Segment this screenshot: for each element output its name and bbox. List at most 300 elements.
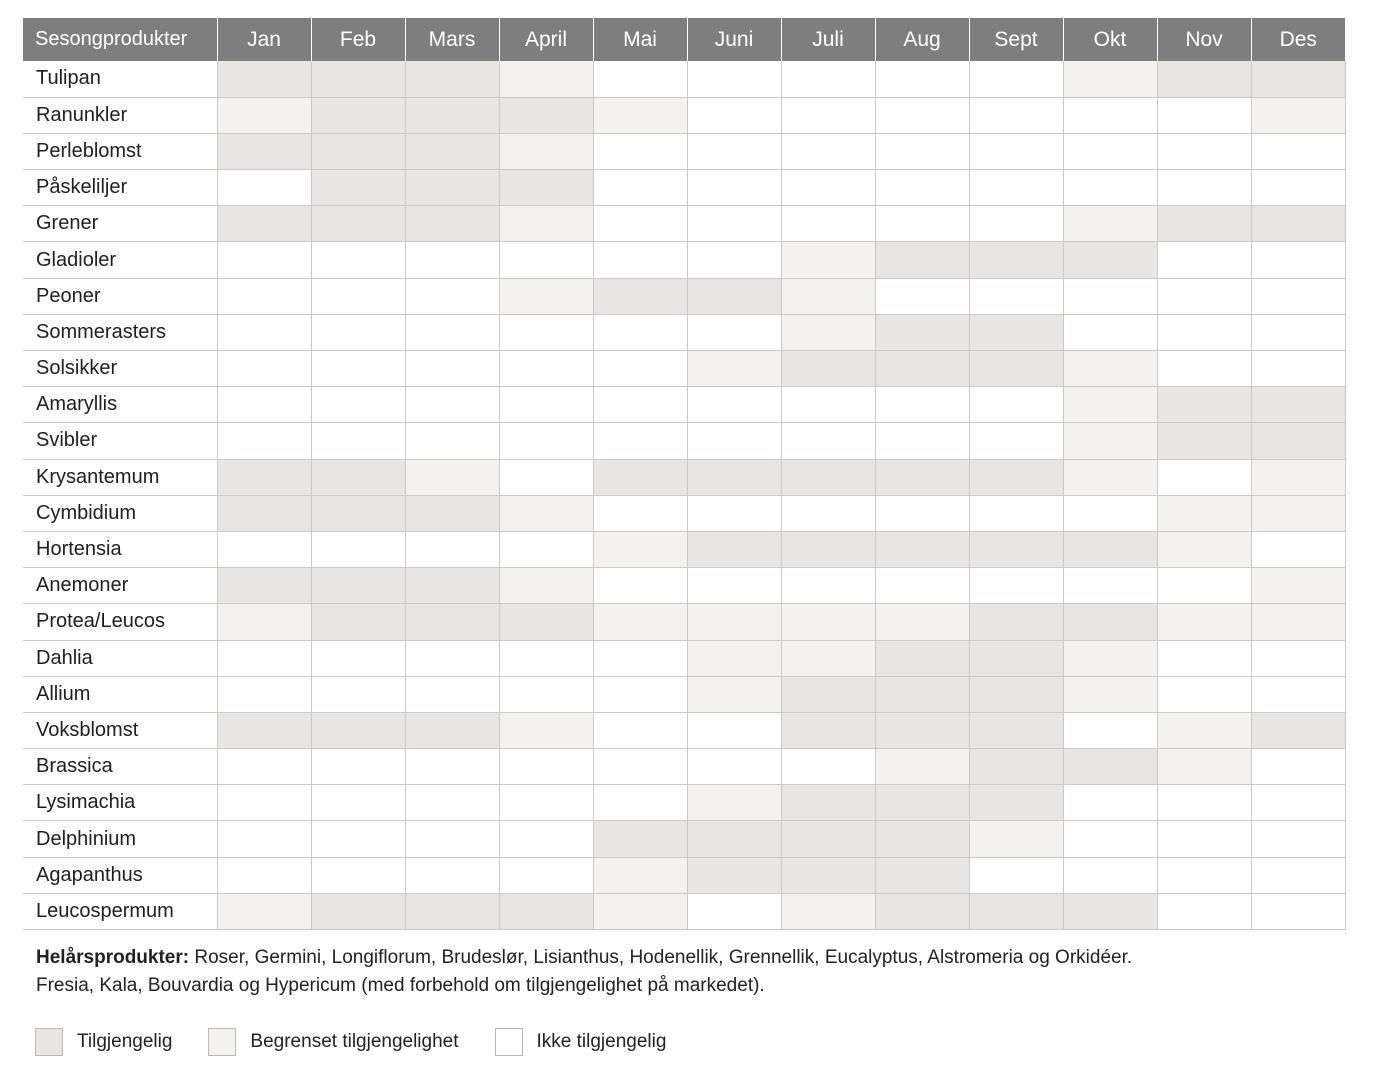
availability-cell <box>217 133 311 169</box>
availability-cell <box>1157 785 1251 821</box>
availability-cell <box>593 857 687 893</box>
availability-cell <box>405 387 499 423</box>
availability-cell <box>969 314 1063 350</box>
product-name: Hortensia <box>23 531 217 567</box>
legend-label-available: Tilgjengelig <box>77 1031 173 1052</box>
availability-cell <box>1157 206 1251 242</box>
availability-cell <box>687 821 781 857</box>
availability-cell <box>687 170 781 206</box>
availability-cell <box>593 568 687 604</box>
table-row <box>23 133 1345 169</box>
availability-cell <box>499 821 593 857</box>
availability-cell <box>1063 568 1157 604</box>
availability-cell <box>969 640 1063 676</box>
availability-cell <box>311 423 405 459</box>
availability-cell <box>499 133 593 169</box>
availability-cell <box>1157 459 1251 495</box>
availability-cell <box>875 604 969 640</box>
availability-cell <box>1157 61 1251 97</box>
availability-cell <box>217 459 311 495</box>
availability-cell <box>217 857 311 893</box>
availability-cell <box>781 314 875 350</box>
availability-cell <box>969 242 1063 278</box>
availability-cell <box>1157 857 1251 893</box>
availability-cell <box>1063 387 1157 423</box>
availability-cell <box>217 387 311 423</box>
availability-cell <box>593 821 687 857</box>
availability-cell <box>311 749 405 785</box>
product-name: Cymbidium <box>23 495 217 531</box>
table-row <box>23 351 1345 387</box>
availability-cell <box>593 206 687 242</box>
availability-cell <box>1251 531 1345 567</box>
availability-cell <box>593 314 687 350</box>
availability-cell <box>969 857 1063 893</box>
availability-cell <box>593 604 687 640</box>
availability-cell <box>311 857 405 893</box>
availability-cell <box>687 206 781 242</box>
availability-cell <box>781 712 875 748</box>
availability-cell <box>405 242 499 278</box>
product-name: Tulipan <box>23 61 217 97</box>
availability-cell <box>1157 170 1251 206</box>
availability-cell <box>687 242 781 278</box>
availability-cell <box>1157 640 1251 676</box>
availability-cell <box>593 170 687 206</box>
availability-cell <box>311 314 405 350</box>
availability-cell <box>875 206 969 242</box>
availability-cell <box>311 531 405 567</box>
availability-cell <box>1251 857 1345 893</box>
availability-cell <box>875 568 969 604</box>
legend-label-limited: Begrenset tilgjengelighet <box>250 1031 459 1052</box>
product-name: Amaryllis <box>23 387 217 423</box>
availability-cell <box>875 278 969 314</box>
availability-cell <box>311 170 405 206</box>
availability-cell <box>1063 133 1157 169</box>
availability-cell <box>969 423 1063 459</box>
product-name: Agapanthus <box>23 857 217 893</box>
availability-cell <box>593 278 687 314</box>
product-name: Ranunkler <box>23 97 217 133</box>
availability-cell <box>499 459 593 495</box>
availability-cell <box>781 387 875 423</box>
legend <box>35 1028 702 1056</box>
availability-cell <box>875 133 969 169</box>
availability-cell <box>405 712 499 748</box>
availability-cell <box>1063 749 1157 785</box>
availability-cell <box>969 495 1063 531</box>
availability-cell <box>593 351 687 387</box>
availability-cell <box>217 568 311 604</box>
availability-cell <box>1157 749 1251 785</box>
availability-cell <box>1063 893 1157 929</box>
availability-cell <box>875 785 969 821</box>
month-header: Juni <box>687 18 781 61</box>
year-round-text-2: Fresia, Kala, Bouvardia og Hypericum (med forbehold om tilgjengelighet på markedet). <box>36 975 765 996</box>
availability-cell <box>1157 821 1251 857</box>
product-name: Krysantemum <box>23 459 217 495</box>
year-round-note <box>36 944 1132 1000</box>
availability-cell <box>1063 640 1157 676</box>
table-row <box>23 170 1345 206</box>
season-availability-table <box>23 18 1346 930</box>
availability-cell <box>1063 604 1157 640</box>
availability-cell <box>405 821 499 857</box>
product-name: Perleblomst <box>23 133 217 169</box>
availability-cell <box>1251 676 1345 712</box>
availability-cell <box>405 278 499 314</box>
availability-cell <box>217 785 311 821</box>
availability-cell <box>1063 206 1157 242</box>
availability-cell <box>781 604 875 640</box>
availability-cell <box>499 857 593 893</box>
availability-cell <box>687 857 781 893</box>
availability-cell <box>405 893 499 929</box>
availability-cell <box>969 604 1063 640</box>
availability-cell <box>687 387 781 423</box>
availability-cell <box>1251 893 1345 929</box>
availability-cell <box>1251 785 1345 821</box>
availability-cell <box>687 97 781 133</box>
availability-cell <box>1251 170 1345 206</box>
availability-cell <box>1063 459 1157 495</box>
month-header: Aug <box>875 18 969 61</box>
availability-cell <box>875 351 969 387</box>
availability-cell <box>1251 206 1345 242</box>
table-row <box>23 242 1345 278</box>
availability-cell <box>875 893 969 929</box>
availability-cell <box>499 314 593 350</box>
table-row <box>23 893 1345 929</box>
availability-cell <box>875 857 969 893</box>
availability-cell <box>969 387 1063 423</box>
availability-cell <box>875 712 969 748</box>
availability-cell <box>969 749 1063 785</box>
availability-cell <box>781 495 875 531</box>
product-name: Allium <box>23 676 217 712</box>
availability-cell <box>499 712 593 748</box>
availability-cell <box>1063 423 1157 459</box>
availability-cell <box>687 531 781 567</box>
availability-cell <box>875 676 969 712</box>
availability-cell <box>1251 568 1345 604</box>
month-header: Des <box>1251 18 1345 61</box>
availability-cell <box>687 314 781 350</box>
availability-cell <box>969 893 1063 929</box>
month-header: April <box>499 18 593 61</box>
availability-cell <box>1157 387 1251 423</box>
table-row <box>23 749 1345 785</box>
availability-cell <box>217 640 311 676</box>
availability-cell <box>687 459 781 495</box>
availability-cell <box>1063 531 1157 567</box>
availability-cell <box>311 568 405 604</box>
availability-cell <box>499 531 593 567</box>
availability-cell <box>217 676 311 712</box>
availability-cell <box>1063 821 1157 857</box>
legend-item-available <box>35 1028 172 1056</box>
availability-cell <box>875 459 969 495</box>
availability-cell <box>311 785 405 821</box>
availability-cell <box>1251 459 1345 495</box>
availability-cell <box>1157 351 1251 387</box>
header-product-label: Sesongprodukter <box>23 18 217 61</box>
availability-cell <box>781 857 875 893</box>
availability-cell <box>1063 278 1157 314</box>
availability-cell <box>217 495 311 531</box>
availability-cell <box>1063 857 1157 893</box>
availability-cell <box>969 531 1063 567</box>
availability-cell <box>875 531 969 567</box>
availability-cell <box>593 133 687 169</box>
availability-cell <box>217 314 311 350</box>
availability-cell <box>217 604 311 640</box>
availability-cell <box>781 61 875 97</box>
availability-cell <box>499 278 593 314</box>
table-row <box>23 640 1345 676</box>
availability-cell <box>311 61 405 97</box>
table-row <box>23 387 1345 423</box>
availability-cell <box>687 351 781 387</box>
availability-cell <box>781 206 875 242</box>
availability-cell <box>875 495 969 531</box>
availability-cell <box>687 893 781 929</box>
availability-cell <box>687 785 781 821</box>
availability-cell <box>1157 604 1251 640</box>
availability-cell <box>499 61 593 97</box>
availability-cell <box>969 785 1063 821</box>
product-name: Dahlia <box>23 640 217 676</box>
availability-cell <box>593 531 687 567</box>
availability-cell <box>593 242 687 278</box>
availability-cell <box>217 893 311 929</box>
availability-cell <box>311 242 405 278</box>
month-header: Feb <box>311 18 405 61</box>
legend-label-unavailable: Ikke tilgjengelig <box>536 1031 667 1052</box>
availability-cell <box>1251 640 1345 676</box>
table-row <box>23 314 1345 350</box>
availability-cell <box>405 604 499 640</box>
month-header: Okt <box>1063 18 1157 61</box>
availability-cell <box>217 170 311 206</box>
availability-cell <box>781 640 875 676</box>
availability-cell <box>1251 133 1345 169</box>
availability-cell <box>593 423 687 459</box>
availability-cell <box>1251 242 1345 278</box>
availability-cell <box>687 133 781 169</box>
availability-cell <box>405 749 499 785</box>
availability-cell <box>593 387 687 423</box>
availability-cell <box>1063 785 1157 821</box>
availability-cell <box>593 676 687 712</box>
availability-cell <box>311 821 405 857</box>
month-header: Nov <box>1157 18 1251 61</box>
availability-cell <box>781 459 875 495</box>
availability-cell <box>781 821 875 857</box>
availability-cell <box>499 676 593 712</box>
availability-cell <box>687 61 781 97</box>
availability-cell <box>593 893 687 929</box>
availability-cell <box>405 676 499 712</box>
availability-cell <box>1063 170 1157 206</box>
availability-cell <box>969 206 1063 242</box>
availability-cell <box>1063 97 1157 133</box>
availability-cell <box>1251 604 1345 640</box>
availability-cell <box>217 97 311 133</box>
product-name: Delphinium <box>23 821 217 857</box>
product-name: Peoner <box>23 278 217 314</box>
legend-swatch-available <box>35 1028 63 1056</box>
table-row <box>23 568 1345 604</box>
availability-cell <box>781 278 875 314</box>
availability-cell <box>969 351 1063 387</box>
availability-cell <box>593 97 687 133</box>
availability-cell <box>1157 531 1251 567</box>
availability-cell <box>1157 568 1251 604</box>
availability-cell <box>781 893 875 929</box>
availability-cell <box>875 170 969 206</box>
availability-cell <box>499 387 593 423</box>
availability-cell <box>1251 423 1345 459</box>
availability-cell <box>687 712 781 748</box>
availability-cell <box>969 61 1063 97</box>
availability-cell <box>405 206 499 242</box>
availability-cell <box>687 568 781 604</box>
availability-cell <box>781 170 875 206</box>
availability-cell <box>405 61 499 97</box>
availability-cell <box>1251 97 1345 133</box>
availability-cell <box>593 749 687 785</box>
availability-cell <box>217 423 311 459</box>
availability-cell <box>1063 495 1157 531</box>
availability-cell <box>687 676 781 712</box>
availability-cell <box>499 640 593 676</box>
availability-cell <box>1157 314 1251 350</box>
legend-item-unavailable <box>495 1028 667 1056</box>
product-name: Voksblomst <box>23 712 217 748</box>
availability-cell <box>969 278 1063 314</box>
legend-item-limited <box>208 1028 458 1056</box>
availability-cell <box>311 712 405 748</box>
availability-cell <box>875 242 969 278</box>
availability-cell <box>1251 278 1345 314</box>
availability-cell <box>687 640 781 676</box>
availability-cell <box>875 314 969 350</box>
availability-cell <box>687 423 781 459</box>
availability-cell <box>217 61 311 97</box>
month-header: Mars <box>405 18 499 61</box>
product-name: Svibler <box>23 423 217 459</box>
legend-swatch-limited <box>208 1028 236 1056</box>
availability-cell <box>405 351 499 387</box>
availability-cell <box>311 604 405 640</box>
availability-cell <box>311 97 405 133</box>
product-name: Gladioler <box>23 242 217 278</box>
availability-cell <box>875 640 969 676</box>
table-row <box>23 821 1345 857</box>
month-header: Sept <box>969 18 1063 61</box>
availability-cell <box>405 785 499 821</box>
availability-cell <box>781 531 875 567</box>
table-row <box>23 604 1345 640</box>
availability-cell <box>1157 97 1251 133</box>
table-body <box>23 61 1345 930</box>
availability-cell <box>1251 749 1345 785</box>
availability-cell <box>217 712 311 748</box>
availability-cell <box>1251 712 1345 748</box>
availability-cell <box>1251 351 1345 387</box>
availability-cell <box>217 821 311 857</box>
availability-cell <box>311 640 405 676</box>
availability-cell <box>499 242 593 278</box>
table-row <box>23 676 1345 712</box>
availability-cell <box>781 351 875 387</box>
availability-cell <box>969 712 1063 748</box>
availability-cell <box>405 314 499 350</box>
availability-cell <box>405 170 499 206</box>
availability-cell <box>1063 351 1157 387</box>
availability-cell <box>1157 278 1251 314</box>
availability-cell <box>311 206 405 242</box>
availability-cell <box>875 61 969 97</box>
availability-cell <box>499 495 593 531</box>
availability-cell <box>1251 387 1345 423</box>
availability-cell <box>781 785 875 821</box>
product-name: Grener <box>23 206 217 242</box>
availability-cell <box>311 351 405 387</box>
availability-cell <box>217 749 311 785</box>
availability-cell <box>1251 314 1345 350</box>
availability-cell <box>781 242 875 278</box>
availability-cell <box>217 351 311 387</box>
availability-cell <box>875 821 969 857</box>
availability-cell <box>311 133 405 169</box>
availability-cell <box>405 857 499 893</box>
availability-cell <box>405 97 499 133</box>
availability-cell <box>1251 495 1345 531</box>
product-name: Solsikker <box>23 351 217 387</box>
availability-cell <box>1063 712 1157 748</box>
availability-cell <box>1063 242 1157 278</box>
availability-cell <box>499 604 593 640</box>
table-row <box>23 712 1345 748</box>
availability-cell <box>969 821 1063 857</box>
availability-cell <box>687 278 781 314</box>
availability-cell <box>311 459 405 495</box>
availability-cell <box>781 423 875 459</box>
availability-cell <box>593 61 687 97</box>
availability-cell <box>1063 61 1157 97</box>
availability-cell <box>1251 61 1345 97</box>
availability-cell <box>405 568 499 604</box>
availability-cell <box>499 351 593 387</box>
availability-cell <box>499 785 593 821</box>
product-name: Lysimachia <box>23 785 217 821</box>
table-row <box>23 785 1345 821</box>
table-row <box>23 423 1345 459</box>
availability-cell <box>1157 495 1251 531</box>
availability-cell <box>311 495 405 531</box>
availability-cell <box>969 170 1063 206</box>
availability-cell <box>593 459 687 495</box>
availability-cell <box>217 242 311 278</box>
product-name: Leucospermum <box>23 893 217 929</box>
availability-cell <box>405 423 499 459</box>
availability-cell <box>217 278 311 314</box>
table-header-row <box>23 18 1345 61</box>
availability-cell <box>687 749 781 785</box>
